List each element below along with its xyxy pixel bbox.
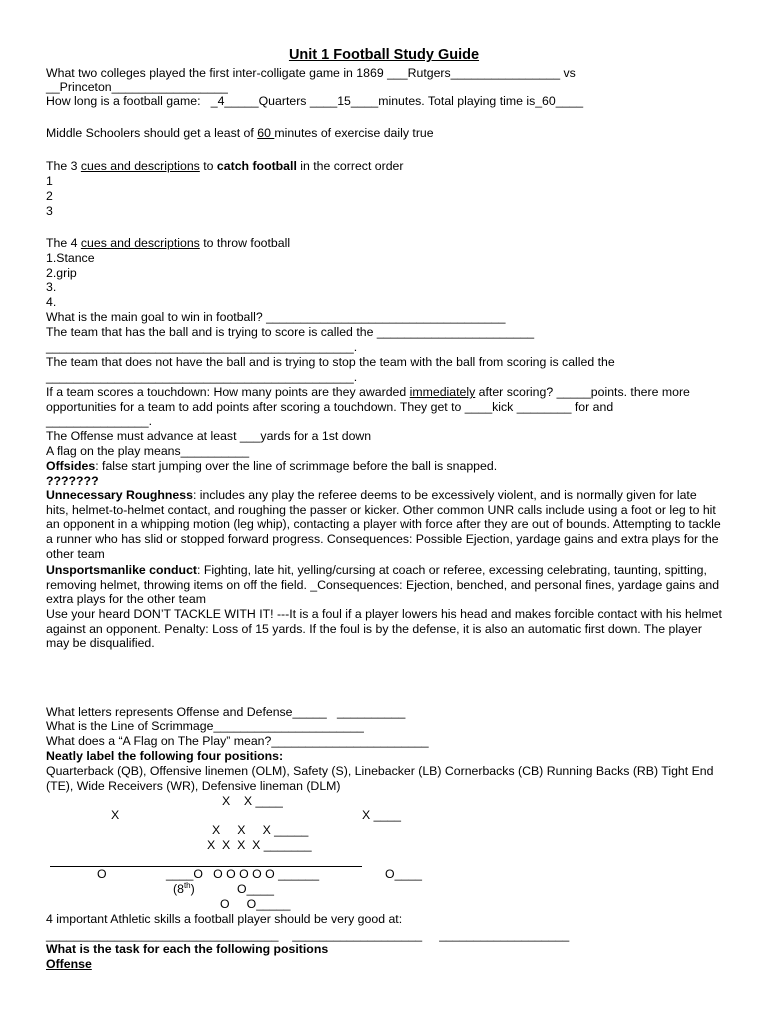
diagram-right-cornerback: X ____ xyxy=(362,808,401,822)
exercise-text-c: minutes of exercise daily true xyxy=(274,126,434,140)
label-positions-heading: Neatly label the following four positions: xyxy=(46,749,284,763)
catch-text-e: in the correct order xyxy=(296,159,404,173)
question-catch-cues xyxy=(46,159,403,174)
offsides-definition xyxy=(46,459,497,474)
question-offense-team: The team that has the ball and is trying to score is called the _______________________ xyxy=(46,325,535,339)
exercise-minutes: 60 xyxy=(257,126,275,140)
diagram-running-backs: O O_____ xyxy=(220,897,291,911)
roughness-def: : includes any play the referee deems to be excessively violent, and is normally given for late hits, helmet-to-helmet contact, and roughing the passer or kicker. Other common UNR calls include using a foot or leg to hit an opponent in a whipping motion (leg whip), contacting a player with force after they are out of bounds. Attempting to tackle a runner who has slid or stopped forward progress. Consequences: Possible Ejection, yardage gains and extra plays for the other team xyxy=(46,488,721,561)
touchdown-text-a: If a team scores a touchdown: How many points are they awarded xyxy=(46,385,410,399)
throw-item-2: 2.grip xyxy=(46,266,77,280)
catch-item-2: 2 xyxy=(46,189,53,203)
eighth-label: (8 xyxy=(173,882,184,896)
question-touchdown xyxy=(46,385,722,414)
task-heading: What is the task for each the following positions xyxy=(46,942,329,956)
question-offense-team-blank: _____________________________________________. xyxy=(46,340,358,354)
diagram-left-cornerback: X xyxy=(111,808,120,822)
unsportsmanlike-definition xyxy=(46,563,722,607)
throw-item-3: 3. xyxy=(46,280,57,294)
catch-text-a: The 3 xyxy=(46,159,81,173)
diagram-defensive-line: X X X X _______ xyxy=(207,838,312,852)
throw-text-a: The 4 xyxy=(46,236,81,250)
eighth-suffix: th xyxy=(183,880,191,890)
touchdown-immediately: immediately xyxy=(409,385,476,399)
tackle-rule: Use your heard DON’T TACKLE WITH IT! ---It is a foul if a player lowers his head and makes forcible contact with his helmet against an opponent. Penalty: Loss of 15 yards. If the foul is by the defense, it is also an automatic first down. The player may be disqualified. xyxy=(46,607,722,651)
question-throw-cues xyxy=(46,236,290,251)
question-defense-team: The team that does not have the ball and is trying to stop the team with the ball from scoring is called the xyxy=(46,355,615,369)
offsides-term: Offsides xyxy=(46,459,96,473)
question-athletic-skills: 4 important Athletic skills a football player should be very good at: xyxy=(46,912,403,926)
question-first-down: The Offense must advance at least ___yards for a 1st down xyxy=(46,429,372,443)
question-touchdown-blank: _______________. xyxy=(46,414,153,428)
question-defense-team-blank: _____________________________________________. xyxy=(46,370,358,384)
question-first-game: What two colleges played the first inter-colligate game in 1869 ___Rutgers________________ vs xyxy=(46,66,576,80)
page-title: Unit 1 Football Study Guide xyxy=(288,47,480,63)
eighth-close: ) xyxy=(190,882,195,896)
question-line-of-scrimmage: What is the Line of Scrimmage______________________ xyxy=(46,719,364,733)
catch-item-3: 3 xyxy=(46,204,53,218)
diagram-eighth-player xyxy=(173,882,195,897)
diagram-offensive-line: ____O O O O O O ______ xyxy=(166,867,320,881)
diagram-linebackers: X X X _____ xyxy=(212,823,309,837)
diagram-safeties: X X ____ xyxy=(222,794,283,808)
diagram-quarterback: O____ xyxy=(237,882,274,896)
roughness-definition xyxy=(46,488,722,562)
exercise-text-a: Middle Schoolers should get a least of xyxy=(46,126,258,140)
positions-list: Quarterback (QB), Offensive linemen (OLM), Safety (S), Linebacker (LB) Cornerbacks (CB) Running Backs (RB) Tight End (TE), Wide Receivers (WR), Defensive lineman (DLM) xyxy=(46,764,714,793)
roughness-term: Unnecessary Roughness xyxy=(46,488,193,502)
catch-cues-term: cues and descriptions xyxy=(80,159,200,173)
unsportsmanlike-term: Unsportsmanlike conduct xyxy=(46,563,198,577)
question-offense-defense-letters: What letters represents Offense and Defense_____ __________ xyxy=(46,705,406,719)
athletic-skills-blanks: __________________________________ ___________________ ___________________ xyxy=(46,928,570,942)
throw-cues-term: cues and descriptions xyxy=(80,236,200,250)
question-game-length: How long is a football game: _4_____Quarters ____15____minutes. Total playing time is_60____ xyxy=(46,94,584,108)
offense-heading: Offense xyxy=(46,957,92,971)
diagram-right-receiver: O____ xyxy=(385,867,422,881)
question-main-goal: What is the main goal to win in football? ___________________________________ xyxy=(46,310,506,324)
catch-text-c: to xyxy=(199,159,217,173)
throw-item-4: 4. xyxy=(46,295,57,309)
offsides-def: : false start jumping over the line of scrimmage before the ball is snapped. xyxy=(95,459,498,473)
unsportsmanlike-def: : Fighting, late hit, yelling/cursing at coach or referee, excessing celebrating, taunting, spitting, removing helmet, throwing items on off the field. _Consequences: Ejection, benched, and personal fines, yardage gains and extra plays for the other team xyxy=(46,563,720,607)
question-first-game-cont: __Princeton_________________ xyxy=(46,80,228,94)
catch-football-term: catch football xyxy=(216,159,297,173)
question-flag-meaning: What does a “A Flag on The Play” mean?_______________________ xyxy=(46,734,429,748)
catch-item-1: 1 xyxy=(46,174,53,188)
question-flag: A flag on the play means__________ xyxy=(46,444,250,458)
throw-text-c: to throw football xyxy=(199,236,291,250)
question-marks: ??????? xyxy=(46,474,99,488)
question-exercise xyxy=(46,126,434,141)
touchdown-text-c: after scoring? _____points. there more opportunities for a team to add points after scoring a touchdown. They get to ____kick ________ for and xyxy=(46,385,690,414)
throw-item-1: 1.Stance xyxy=(46,251,95,265)
diagram-left-receiver: O xyxy=(97,867,107,881)
